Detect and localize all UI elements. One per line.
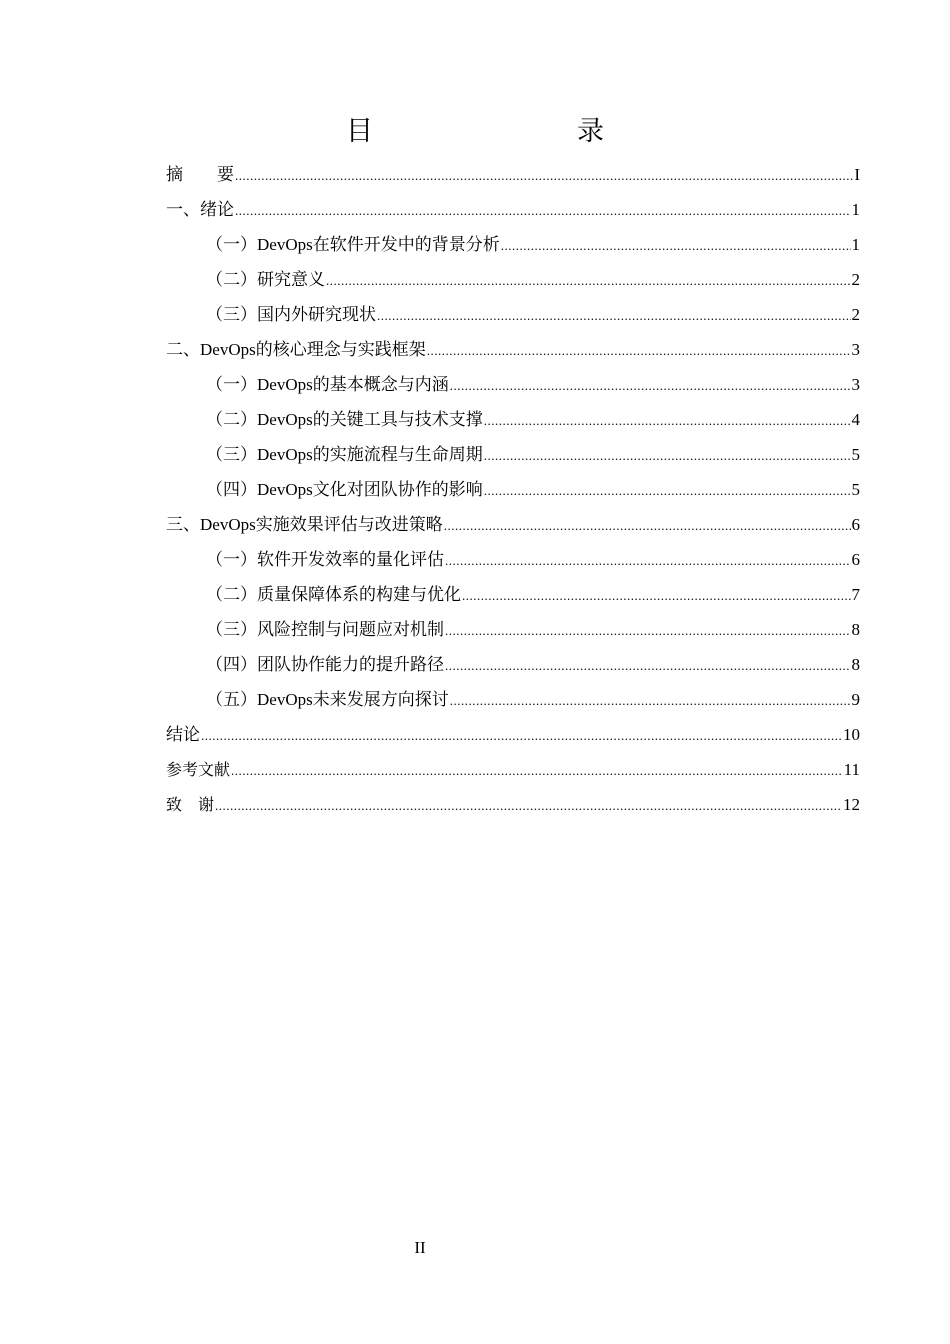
toc-entry-page-number: 6 xyxy=(851,550,860,569)
table-of-contents xyxy=(166,157,860,822)
toc-entry[interactable] xyxy=(166,262,860,297)
toc-entry-page-number: I xyxy=(854,165,860,184)
toc-entry-page-number: 5 xyxy=(851,480,860,499)
toc-entry-page-number: 12 xyxy=(843,795,860,814)
toc-entry[interactable] xyxy=(166,647,860,682)
toc-dot-leader xyxy=(231,753,843,788)
toc-dot-leader xyxy=(445,613,851,648)
toc-entry[interactable] xyxy=(166,472,860,507)
toc-dot-leader xyxy=(501,228,851,263)
toc-entry[interactable] xyxy=(166,157,860,192)
toc-entry-page-number: 8 xyxy=(851,620,860,639)
toc-entry-label: （四）DevOps文化对团队协作的影响 xyxy=(206,480,483,499)
toc-dot-leader xyxy=(444,508,851,543)
toc-entry-label: 摘 要 xyxy=(166,165,234,184)
toc-entry-label: （二）DevOps的关键工具与技术支撑 xyxy=(206,410,483,429)
toc-entry-page-number: 3 xyxy=(851,340,860,359)
toc-dot-leader xyxy=(377,298,851,333)
toc-entry-label: （三）国内外研究现状 xyxy=(206,305,376,324)
toc-entry-label: 三、DevOps实施效果评估与改进策略 xyxy=(166,515,443,534)
toc-entry-page-number: 9 xyxy=(851,690,860,709)
toc-entry-label: （一）软件开发效率的量化评估 xyxy=(206,550,444,569)
toc-entry[interactable] xyxy=(166,227,860,262)
toc-entry[interactable] xyxy=(166,332,860,367)
toc-entry[interactable] xyxy=(166,752,860,787)
toc-entry[interactable] xyxy=(166,297,860,332)
toc-entry[interactable] xyxy=(166,367,860,402)
toc-dot-leader xyxy=(235,158,853,193)
toc-entry-page-number: 2 xyxy=(851,270,860,289)
toc-entry[interactable] xyxy=(166,507,860,542)
toc-entry-label: 参考文献 xyxy=(166,760,231,779)
toc-dot-leader xyxy=(235,193,851,228)
toc-entry-page-number: 7 xyxy=(851,585,860,604)
toc-entry-label: （一）DevOps的基本概念与内涵 xyxy=(206,375,449,394)
toc-dot-leader xyxy=(484,438,851,473)
toc-entry[interactable] xyxy=(166,717,860,752)
toc-entry-page-number: 6 xyxy=(851,515,860,534)
toc-entry-label: （五）DevOps未来发展方向探讨 xyxy=(206,690,449,709)
toc-entry-page-number: 3 xyxy=(851,375,860,394)
toc-dot-leader xyxy=(450,368,851,403)
toc-dot-leader xyxy=(215,788,842,823)
toc-entry-label: （四）团队协作能力的提升路径 xyxy=(206,655,444,674)
toc-dot-leader xyxy=(445,648,851,683)
toc-entry-label: （二）质量保障体系的构建与优化 xyxy=(206,585,461,604)
toc-entry-page-number: 5 xyxy=(851,445,860,464)
toc-entry-label: （一）DevOps在软件开发中的背景分析 xyxy=(206,235,500,254)
toc-entry[interactable] xyxy=(166,402,860,437)
toc-dot-leader xyxy=(445,543,851,578)
toc-entry[interactable] xyxy=(166,682,860,717)
toc-entry[interactable] xyxy=(166,577,860,612)
toc-dot-leader xyxy=(450,683,851,718)
toc-entry-page-number: 4 xyxy=(851,410,860,429)
toc-entry-label: 致 谢 xyxy=(166,795,215,814)
toc-entry[interactable] xyxy=(166,437,860,472)
toc-entry-label: 一、绪论 xyxy=(166,200,234,219)
toc-dot-leader xyxy=(462,578,851,613)
toc-dot-leader xyxy=(484,473,851,508)
toc-dot-leader xyxy=(326,263,851,298)
toc-entry[interactable] xyxy=(166,192,860,227)
toc-entry[interactable] xyxy=(166,612,860,647)
toc-entry-label: （二）研究意义 xyxy=(206,270,325,289)
toc-entry-page-number: 10 xyxy=(843,725,860,744)
toc-entry-label: 二、DevOps的核心理念与实践框架 xyxy=(166,340,426,359)
toc-entry[interactable] xyxy=(166,787,860,822)
toc-title: 目 录 xyxy=(346,116,654,147)
toc-entry-label: （三）DevOps的实施流程与生命周期 xyxy=(206,445,483,464)
toc-entry-page-number: 1 xyxy=(851,200,860,219)
toc-dot-leader xyxy=(484,403,851,438)
toc-entry-label: （三）风险控制与问题应对机制 xyxy=(206,620,444,639)
toc-entry-page-number: 11 xyxy=(843,760,860,779)
toc-entry-page-number: 8 xyxy=(851,655,860,674)
footer-page-number: II xyxy=(414,1238,426,1257)
toc-entry-page-number: 2 xyxy=(851,305,860,324)
toc-dot-leader xyxy=(427,333,851,368)
toc-entry-label: 结论 xyxy=(166,725,200,744)
toc-dot-leader xyxy=(201,718,842,753)
toc-entry[interactable] xyxy=(166,542,860,577)
toc-entry-page-number: 1 xyxy=(851,235,860,254)
